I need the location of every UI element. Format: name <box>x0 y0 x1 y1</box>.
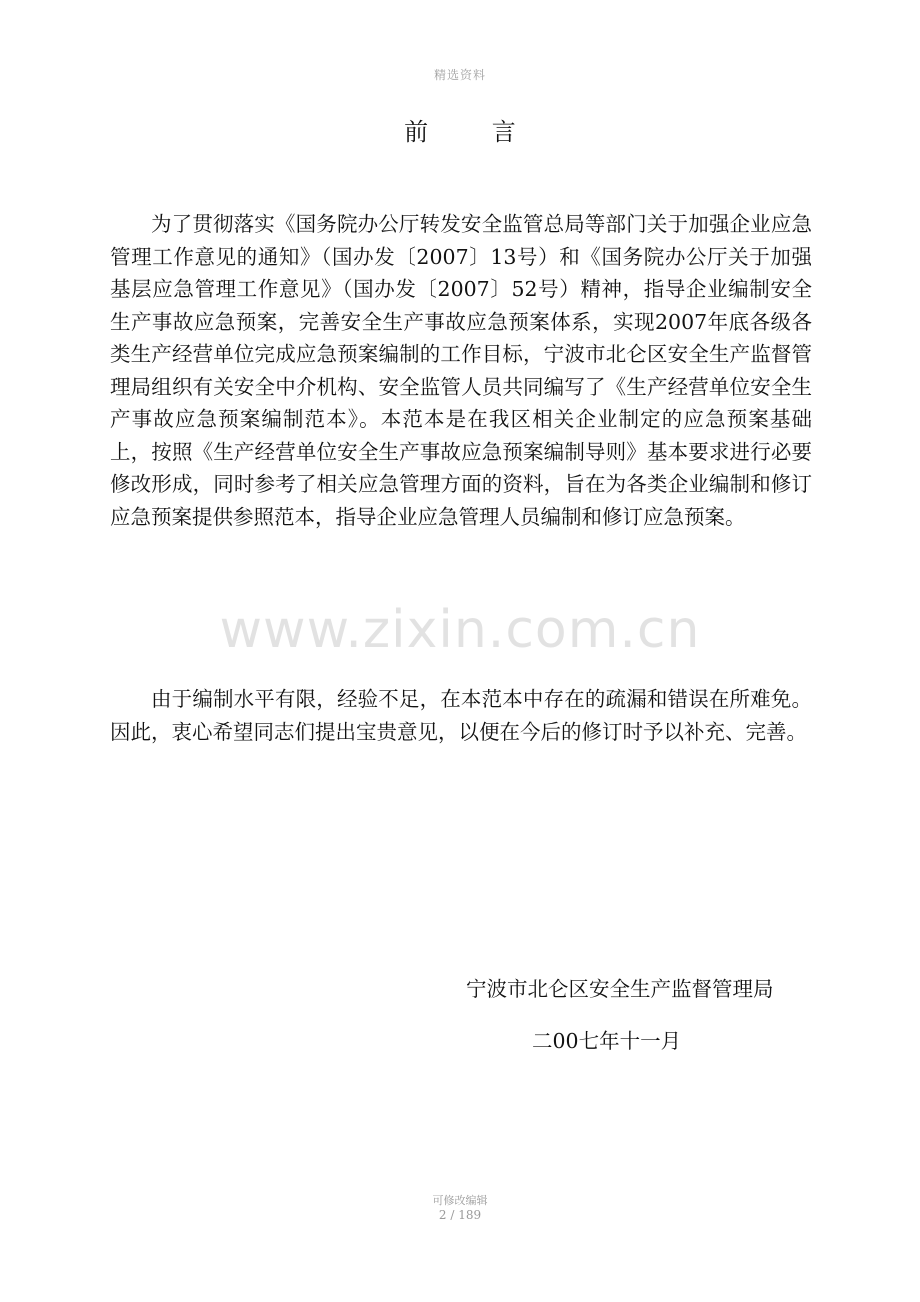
page-title: 前 言 <box>404 118 544 146</box>
header-mark: 精选资料 <box>433 68 486 82</box>
watermark: www.zixin.com.cn <box>219 600 701 660</box>
footer-edit-note: 可修改编辑 <box>432 1194 488 1207</box>
paragraph-text: 为了贯彻落实《国务院办公厅转发安全监管总局等部门关于加强企业应急管理工作意见的通知》（国办发〔2007〕13号）和《国务院办公厅关于加强基层应急管理工作意见》（国办发〔2007〕52号）精神，指导企业编制安全生产事故应急预案，完善安全生产事故应急预案体系，实现2007年底各级各类生产经营单位完成应急预案编制的工作目标，宁波市北仑区安全生产监督管理局组织有关安全中介机构、安全监管人员共同编写了《生产经营单位安全生产事故应急预案编制范本》。本范本是在我区相关企业制定的应急预案基础上，按照《生产经营单位安全生产事故应急预案编制导则》基本要求进行必要修改形成，同时参考了相关应急管理方面的资料，旨在为各类企业编制和修订应急预案提供参照范本，指导企业应急管理人员编制和修订应急预案。 <box>110 212 812 529</box>
body-paragraph-2 <box>110 683 812 748</box>
body-paragraph-1 <box>110 208 812 533</box>
signature-date: 二00七年十一月 <box>532 1029 682 1053</box>
page-number: 2 / 189 <box>438 1208 482 1222</box>
signature-organization: 宁波市北仑区安全生产监督管理局 <box>466 977 774 1001</box>
paragraph-text: 由于编制水平有限，经验不足，在本范本中存在的疏漏和错误在所难免。因此，衷心希望同志们提出宝贵意见，以便在今后的修订时予以补充、完善。 <box>110 687 812 744</box>
